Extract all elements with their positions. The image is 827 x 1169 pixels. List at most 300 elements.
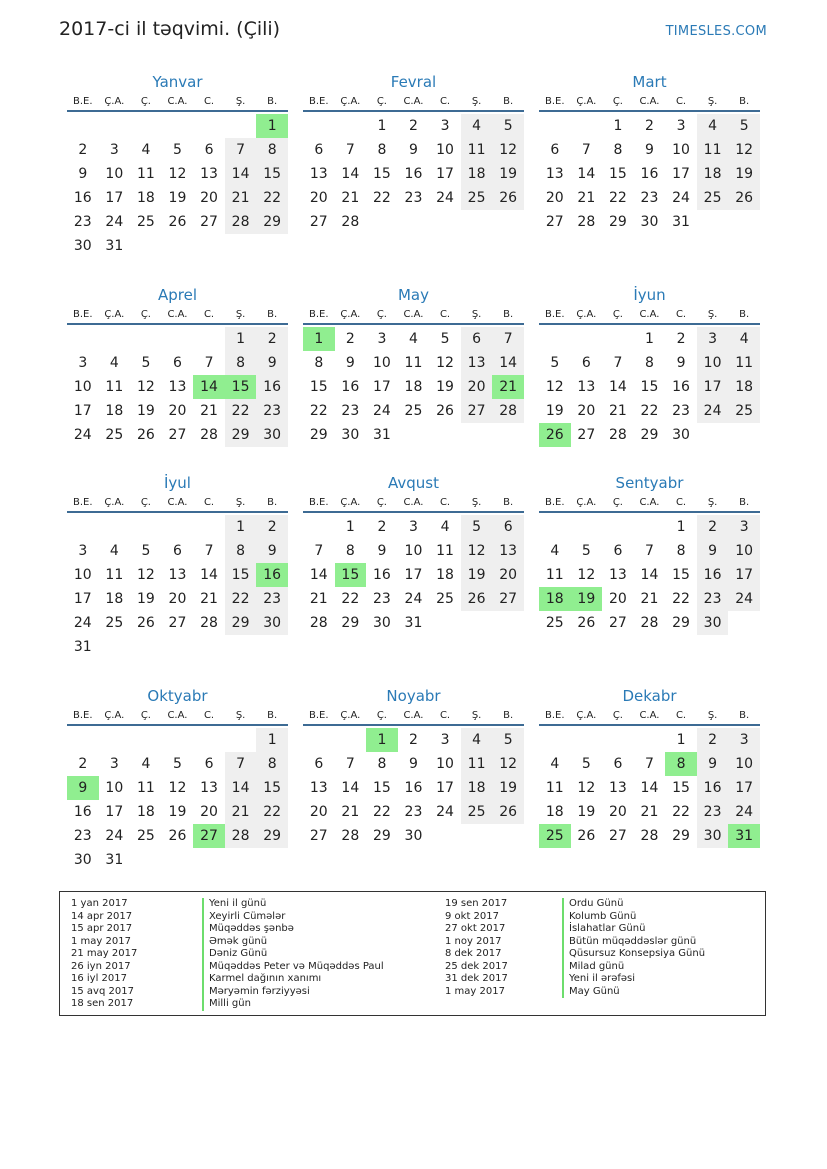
- day-cell[interactable]: 6: [492, 515, 524, 539]
- day-cell[interactable]: 7: [581, 142, 591, 158]
- day-cell[interactable]: 8: [225, 351, 257, 375]
- day-cell[interactable]: 2: [377, 519, 387, 535]
- day-cell[interactable]: 19: [545, 403, 564, 419]
- day-cell[interactable]: 16: [404, 166, 423, 182]
- day-cell[interactable]: 12: [461, 539, 493, 563]
- day-cell[interactable]: 3: [377, 331, 387, 347]
- day-cell[interactable]: 30: [341, 427, 360, 443]
- day-cell[interactable]: 27: [168, 615, 187, 631]
- day-cell[interactable]: 28: [640, 615, 659, 631]
- day-cell[interactable]: 8: [377, 756, 387, 772]
- day-cell[interactable]: 4: [141, 142, 151, 158]
- day-cell[interactable]: 29: [225, 423, 257, 447]
- day-cell[interactable]: 22: [309, 403, 328, 419]
- day-cell[interactable]: 17: [672, 166, 690, 182]
- holiday-day-cell[interactable]: 1: [366, 728, 398, 752]
- day-cell[interactable]: 6: [204, 756, 214, 772]
- day-cell[interactable]: 10: [728, 752, 760, 776]
- day-cell[interactable]: 30: [404, 828, 423, 844]
- day-cell[interactable]: 11: [728, 351, 760, 375]
- day-cell[interactable]: 5: [173, 142, 182, 158]
- day-cell[interactable]: 14: [225, 162, 257, 186]
- day-cell[interactable]: 9: [256, 539, 288, 563]
- day-cell[interactable]: 12: [577, 780, 596, 796]
- day-cell[interactable]: 17: [73, 403, 92, 419]
- day-cell[interactable]: 30: [697, 824, 729, 848]
- day-cell[interactable]: 24: [105, 214, 124, 230]
- day-cell[interactable]: 19: [461, 563, 493, 587]
- day-cell[interactable]: 8: [314, 355, 324, 371]
- day-cell[interactable]: 28: [341, 828, 360, 844]
- day-cell[interactable]: 21: [577, 190, 596, 206]
- day-cell[interactable]: 28: [200, 615, 218, 631]
- day-cell[interactable]: 22: [640, 403, 659, 419]
- day-cell[interactable]: 27: [492, 587, 524, 611]
- day-cell[interactable]: 23: [256, 399, 288, 423]
- day-cell[interactable]: 27: [309, 214, 328, 230]
- day-cell[interactable]: 5: [492, 114, 524, 138]
- day-cell[interactable]: 29: [672, 828, 690, 844]
- day-cell[interactable]: 29: [341, 615, 360, 631]
- day-cell[interactable]: 8: [256, 752, 288, 776]
- day-cell[interactable]: 24: [672, 190, 690, 206]
- day-cell[interactable]: 26: [136, 615, 155, 631]
- day-cell[interactable]: 9: [78, 166, 88, 182]
- day-cell[interactable]: 16: [697, 563, 729, 587]
- day-cell[interactable]: 27: [461, 399, 493, 423]
- holiday-day-cell[interactable]: 19: [571, 587, 603, 611]
- day-cell[interactable]: 2: [78, 142, 88, 158]
- day-cell[interactable]: 22: [372, 804, 391, 820]
- day-cell[interactable]: 26: [436, 403, 454, 419]
- day-cell[interactable]: 4: [440, 519, 450, 535]
- day-cell[interactable]: 30: [697, 611, 729, 635]
- day-cell[interactable]: 11: [136, 166, 155, 182]
- day-cell[interactable]: 6: [204, 142, 214, 158]
- day-cell[interactable]: 29: [372, 828, 391, 844]
- day-cell[interactable]: 7: [204, 355, 214, 371]
- day-cell[interactable]: 12: [168, 166, 187, 182]
- day-cell[interactable]: 29: [672, 615, 690, 631]
- day-cell[interactable]: 12: [492, 138, 524, 162]
- holiday-day-cell[interactable]: 25: [539, 824, 571, 848]
- day-cell[interactable]: 15: [256, 162, 288, 186]
- day-cell[interactable]: 29: [608, 214, 627, 230]
- day-cell[interactable]: 4: [550, 756, 560, 772]
- day-cell[interactable]: 31: [105, 238, 124, 254]
- day-cell[interactable]: 6: [550, 142, 560, 158]
- day-cell[interactable]: 2: [676, 331, 686, 347]
- day-cell[interactable]: 17: [436, 166, 454, 182]
- day-cell[interactable]: 18: [436, 567, 454, 583]
- day-cell[interactable]: 26: [168, 828, 187, 844]
- holiday-day-cell[interactable]: 15: [335, 563, 367, 587]
- day-cell[interactable]: 31: [372, 427, 391, 443]
- day-cell[interactable]: 11: [697, 138, 729, 162]
- day-cell[interactable]: 1: [645, 331, 654, 347]
- day-cell[interactable]: 13: [608, 780, 627, 796]
- day-cell[interactable]: 11: [436, 543, 454, 559]
- day-cell[interactable]: 7: [645, 543, 654, 559]
- day-cell[interactable]: 5: [550, 355, 560, 371]
- day-cell[interactable]: 24: [728, 800, 760, 824]
- day-cell[interactable]: 12: [728, 138, 760, 162]
- day-cell[interactable]: 6: [581, 355, 591, 371]
- day-cell[interactable]: 22: [256, 800, 288, 824]
- day-cell[interactable]: 17: [73, 591, 92, 607]
- day-cell[interactable]: 15: [608, 166, 627, 182]
- day-cell[interactable]: 24: [436, 190, 454, 206]
- day-cell[interactable]: 29: [256, 210, 288, 234]
- day-cell[interactable]: 7: [204, 543, 214, 559]
- day-cell[interactable]: 26: [492, 800, 524, 824]
- day-cell[interactable]: 6: [613, 543, 623, 559]
- day-cell[interactable]: 5: [173, 756, 182, 772]
- day-cell[interactable]: 4: [550, 543, 560, 559]
- holiday-day-cell[interactable]: 8: [665, 752, 697, 776]
- day-cell[interactable]: 25: [436, 591, 454, 607]
- day-cell[interactable]: 29: [309, 427, 328, 443]
- day-cell[interactable]: 1: [676, 519, 686, 535]
- day-cell[interactable]: 3: [78, 355, 88, 371]
- day-cell[interactable]: 13: [608, 567, 627, 583]
- day-cell[interactable]: 13: [168, 379, 187, 395]
- day-cell[interactable]: 24: [73, 427, 92, 443]
- day-cell[interactable]: 31: [105, 852, 124, 868]
- day-cell[interactable]: 19: [436, 379, 454, 395]
- day-cell[interactable]: 26: [577, 828, 596, 844]
- day-cell[interactable]: 30: [73, 852, 92, 868]
- day-cell[interactable]: 12: [545, 379, 564, 395]
- day-cell[interactable]: 15: [672, 567, 690, 583]
- day-cell[interactable]: 7: [225, 138, 257, 162]
- day-cell[interactable]: 11: [404, 355, 423, 371]
- day-cell[interactable]: 18: [105, 591, 124, 607]
- day-cell[interactable]: 30: [73, 238, 92, 254]
- day-cell[interactable]: 18: [136, 804, 155, 820]
- day-cell[interactable]: 13: [545, 166, 564, 182]
- day-cell[interactable]: 25: [728, 399, 760, 423]
- day-cell[interactable]: 28: [225, 210, 257, 234]
- day-cell[interactable]: 9: [645, 142, 654, 158]
- day-cell[interactable]: 17: [105, 804, 124, 820]
- day-cell[interactable]: 13: [309, 166, 328, 182]
- day-cell[interactable]: 28: [341, 214, 360, 230]
- day-cell[interactable]: 6: [173, 543, 182, 559]
- day-cell[interactable]: 18: [461, 162, 493, 186]
- holiday-day-cell[interactable]: 26: [539, 423, 571, 447]
- day-cell[interactable]: 6: [314, 756, 324, 772]
- day-cell[interactable]: 10: [436, 756, 454, 772]
- day-cell[interactable]: 22: [372, 190, 391, 206]
- day-cell[interactable]: 4: [461, 728, 493, 752]
- day-cell[interactable]: 22: [608, 190, 627, 206]
- day-cell[interactable]: 26: [492, 186, 524, 210]
- day-cell[interactable]: 25: [136, 828, 155, 844]
- day-cell[interactable]: 10: [672, 142, 690, 158]
- day-cell[interactable]: 22: [672, 591, 690, 607]
- day-cell[interactable]: 1: [377, 118, 387, 134]
- day-cell[interactable]: 19: [728, 162, 760, 186]
- day-cell[interactable]: 16: [341, 379, 360, 395]
- day-cell[interactable]: 5: [581, 756, 591, 772]
- day-cell[interactable]: 20: [200, 190, 218, 206]
- day-cell[interactable]: 16: [404, 780, 423, 796]
- day-cell[interactable]: 24: [73, 615, 92, 631]
- day-cell[interactable]: 24: [105, 828, 124, 844]
- day-cell[interactable]: 30: [640, 214, 659, 230]
- day-cell[interactable]: 21: [640, 591, 659, 607]
- day-cell[interactable]: 21: [309, 591, 328, 607]
- day-cell[interactable]: 10: [436, 142, 454, 158]
- day-cell[interactable]: 20: [309, 804, 328, 820]
- day-cell[interactable]: 3: [409, 519, 418, 535]
- day-cell[interactable]: 31: [404, 615, 423, 631]
- day-cell[interactable]: 8: [613, 142, 623, 158]
- day-cell[interactable]: 2: [345, 331, 355, 347]
- day-cell[interactable]: 8: [676, 543, 686, 559]
- day-cell[interactable]: 23: [404, 190, 423, 206]
- day-cell[interactable]: 5: [141, 355, 151, 371]
- day-cell[interactable]: 12: [492, 752, 524, 776]
- day-cell[interactable]: 25: [105, 427, 124, 443]
- day-cell[interactable]: 28: [608, 427, 627, 443]
- day-cell[interactable]: 6: [314, 142, 324, 158]
- day-cell[interactable]: 7: [345, 756, 355, 772]
- day-cell[interactable]: 13: [200, 780, 218, 796]
- day-cell[interactable]: 7: [613, 355, 623, 371]
- day-cell[interactable]: 12: [577, 567, 596, 583]
- day-cell[interactable]: 11: [545, 780, 564, 796]
- day-cell[interactable]: 21: [608, 403, 627, 419]
- day-cell[interactable]: 22: [225, 399, 257, 423]
- day-cell[interactable]: 25: [404, 403, 423, 419]
- day-cell[interactable]: 28: [577, 214, 596, 230]
- day-cell[interactable]: 26: [461, 587, 493, 611]
- day-cell[interactable]: 4: [728, 327, 760, 351]
- day-cell[interactable]: 3: [109, 142, 119, 158]
- day-cell[interactable]: 23: [341, 403, 360, 419]
- day-cell[interactable]: 19: [168, 804, 187, 820]
- day-cell[interactable]: 3: [78, 543, 88, 559]
- day-cell[interactable]: 20: [577, 403, 596, 419]
- day-cell[interactable]: 1: [613, 118, 623, 134]
- day-cell[interactable]: 5: [461, 515, 493, 539]
- holiday-day-cell[interactable]: 1: [303, 327, 335, 351]
- day-cell[interactable]: 28: [640, 828, 659, 844]
- holiday-day-cell[interactable]: 15: [225, 375, 257, 399]
- holiday-day-cell[interactable]: 14: [193, 375, 225, 399]
- day-cell[interactable]: 14: [577, 166, 596, 182]
- day-cell[interactable]: 23: [73, 828, 92, 844]
- day-cell[interactable]: 11: [105, 379, 124, 395]
- day-cell[interactable]: 20: [492, 563, 524, 587]
- day-cell[interactable]: 28: [492, 399, 524, 423]
- day-cell[interactable]: 10: [372, 355, 391, 371]
- day-cell[interactable]: 15: [640, 379, 659, 395]
- day-cell[interactable]: 17: [404, 567, 423, 583]
- day-cell[interactable]: 19: [136, 591, 155, 607]
- day-cell[interactable]: 22: [225, 587, 257, 611]
- day-cell[interactable]: 17: [436, 780, 454, 796]
- day-cell[interactable]: 16: [256, 375, 288, 399]
- day-cell[interactable]: 10: [728, 539, 760, 563]
- day-cell[interactable]: 10: [105, 166, 124, 182]
- day-cell[interactable]: 28: [200, 427, 218, 443]
- holiday-day-cell[interactable]: 21: [492, 375, 524, 399]
- day-cell[interactable]: 22: [672, 804, 690, 820]
- day-cell[interactable]: 26: [136, 427, 155, 443]
- day-cell[interactable]: 17: [105, 190, 124, 206]
- day-cell[interactable]: 15: [372, 780, 391, 796]
- day-cell[interactable]: 9: [697, 539, 729, 563]
- day-cell[interactable]: 2: [697, 515, 729, 539]
- day-cell[interactable]: 3: [728, 728, 760, 752]
- day-cell[interactable]: 24: [372, 403, 391, 419]
- day-cell[interactable]: 13: [309, 780, 328, 796]
- day-cell[interactable]: 25: [697, 186, 729, 210]
- day-cell[interactable]: 2: [645, 118, 654, 134]
- day-cell[interactable]: 20: [545, 190, 564, 206]
- day-cell[interactable]: 31: [73, 639, 92, 655]
- day-cell[interactable]: 11: [105, 567, 124, 583]
- day-cell[interactable]: 24: [728, 587, 760, 611]
- day-cell[interactable]: 18: [136, 190, 155, 206]
- day-cell[interactable]: 9: [409, 142, 418, 158]
- day-cell[interactable]: 27: [577, 427, 596, 443]
- day-cell[interactable]: 2: [256, 515, 288, 539]
- day-cell[interactable]: 18: [105, 403, 124, 419]
- brand-link[interactable]: TIMESLES.COM: [665, 24, 767, 39]
- day-cell[interactable]: 1: [225, 515, 257, 539]
- day-cell[interactable]: 10: [697, 351, 729, 375]
- day-cell[interactable]: 9: [676, 355, 686, 371]
- day-cell[interactable]: 30: [256, 611, 288, 635]
- day-cell[interactable]: 21: [225, 186, 257, 210]
- day-cell[interactable]: 29: [640, 427, 659, 443]
- holiday-day-cell[interactable]: 27: [193, 824, 225, 848]
- day-cell[interactable]: 10: [404, 543, 423, 559]
- day-cell[interactable]: 20: [309, 190, 328, 206]
- day-cell[interactable]: 9: [377, 543, 387, 559]
- day-cell[interactable]: 27: [309, 828, 328, 844]
- day-cell[interactable]: 14: [225, 776, 257, 800]
- day-cell[interactable]: 21: [225, 800, 257, 824]
- day-cell[interactable]: 8: [377, 142, 387, 158]
- day-cell[interactable]: 20: [461, 375, 493, 399]
- day-cell[interactable]: 24: [404, 591, 423, 607]
- day-cell[interactable]: 19: [136, 403, 155, 419]
- day-cell[interactable]: 20: [608, 591, 627, 607]
- day-cell[interactable]: 14: [640, 567, 659, 583]
- day-cell[interactable]: 17: [728, 563, 760, 587]
- day-cell[interactable]: 4: [461, 114, 493, 138]
- day-cell[interactable]: 25: [105, 615, 124, 631]
- day-cell[interactable]: 26: [168, 214, 187, 230]
- day-cell[interactable]: 17: [372, 379, 391, 395]
- day-cell[interactable]: 27: [168, 427, 187, 443]
- day-cell[interactable]: 4: [109, 355, 119, 371]
- day-cell[interactable]: 5: [440, 331, 450, 347]
- day-cell[interactable]: 21: [341, 190, 360, 206]
- day-cell[interactable]: 30: [672, 427, 690, 443]
- day-cell[interactable]: 11: [545, 567, 564, 583]
- day-cell[interactable]: 16: [697, 776, 729, 800]
- day-cell[interactable]: 6: [173, 355, 182, 371]
- day-cell[interactable]: 25: [545, 615, 564, 631]
- day-cell[interactable]: 29: [256, 824, 288, 848]
- day-cell[interactable]: 3: [697, 327, 729, 351]
- day-cell[interactable]: 7: [225, 752, 257, 776]
- day-cell[interactable]: 13: [461, 351, 493, 375]
- day-cell[interactable]: 20: [608, 804, 627, 820]
- day-cell[interactable]: 6: [461, 327, 493, 351]
- day-cell[interactable]: 20: [168, 591, 187, 607]
- day-cell[interactable]: 3: [440, 732, 450, 748]
- day-cell[interactable]: 7: [492, 327, 524, 351]
- day-cell[interactable]: 23: [73, 214, 92, 230]
- day-cell[interactable]: 14: [309, 567, 328, 583]
- day-cell[interactable]: 23: [672, 403, 690, 419]
- day-cell[interactable]: 21: [341, 804, 360, 820]
- day-cell[interactable]: 30: [256, 423, 288, 447]
- day-cell[interactable]: 15: [672, 780, 690, 796]
- day-cell[interactable]: 14: [640, 780, 659, 796]
- holiday-day-cell[interactable]: 18: [539, 587, 571, 611]
- day-cell[interactable]: 17: [728, 776, 760, 800]
- day-cell[interactable]: 25: [461, 186, 493, 210]
- day-cell[interactable]: 1: [676, 732, 686, 748]
- day-cell[interactable]: 10: [73, 379, 92, 395]
- day-cell[interactable]: 2: [697, 728, 729, 752]
- day-cell[interactable]: 1: [225, 327, 257, 351]
- day-cell[interactable]: 29: [225, 611, 257, 635]
- day-cell[interactable]: 3: [676, 118, 686, 134]
- day-cell[interactable]: 8: [345, 543, 355, 559]
- day-cell[interactable]: 19: [492, 162, 524, 186]
- day-cell[interactable]: 3: [728, 515, 760, 539]
- day-cell[interactable]: 18: [404, 379, 423, 395]
- day-cell[interactable]: 5: [728, 114, 760, 138]
- day-cell[interactable]: 12: [136, 379, 155, 395]
- day-cell[interactable]: 11: [461, 752, 493, 776]
- holiday-day-cell[interactable]: 31: [728, 824, 760, 848]
- day-cell[interactable]: 3: [440, 118, 450, 134]
- day-cell[interactable]: 12: [436, 355, 454, 371]
- day-cell[interactable]: 7: [314, 543, 324, 559]
- day-cell[interactable]: 23: [640, 190, 659, 206]
- day-cell[interactable]: 13: [200, 166, 218, 182]
- day-cell[interactable]: 2: [78, 756, 88, 772]
- day-cell[interactable]: 13: [577, 379, 596, 395]
- day-cell[interactable]: 23: [697, 587, 729, 611]
- day-cell[interactable]: 4: [409, 331, 418, 347]
- day-cell[interactable]: 5: [492, 728, 524, 752]
- day-cell[interactable]: 23: [697, 800, 729, 824]
- day-cell[interactable]: 6: [613, 756, 623, 772]
- day-cell[interactable]: 27: [608, 615, 627, 631]
- holiday-day-cell[interactable]: 1: [256, 114, 288, 138]
- day-cell[interactable]: 27: [545, 214, 564, 230]
- day-cell[interactable]: 14: [492, 351, 524, 375]
- day-cell[interactable]: 25: [136, 214, 155, 230]
- day-cell[interactable]: 2: [256, 327, 288, 351]
- day-cell[interactable]: 2: [409, 732, 418, 748]
- day-cell[interactable]: 4: [697, 114, 729, 138]
- day-cell[interactable]: 13: [492, 539, 524, 563]
- day-cell[interactable]: 9: [256, 351, 288, 375]
- day-cell[interactable]: 18: [461, 776, 493, 800]
